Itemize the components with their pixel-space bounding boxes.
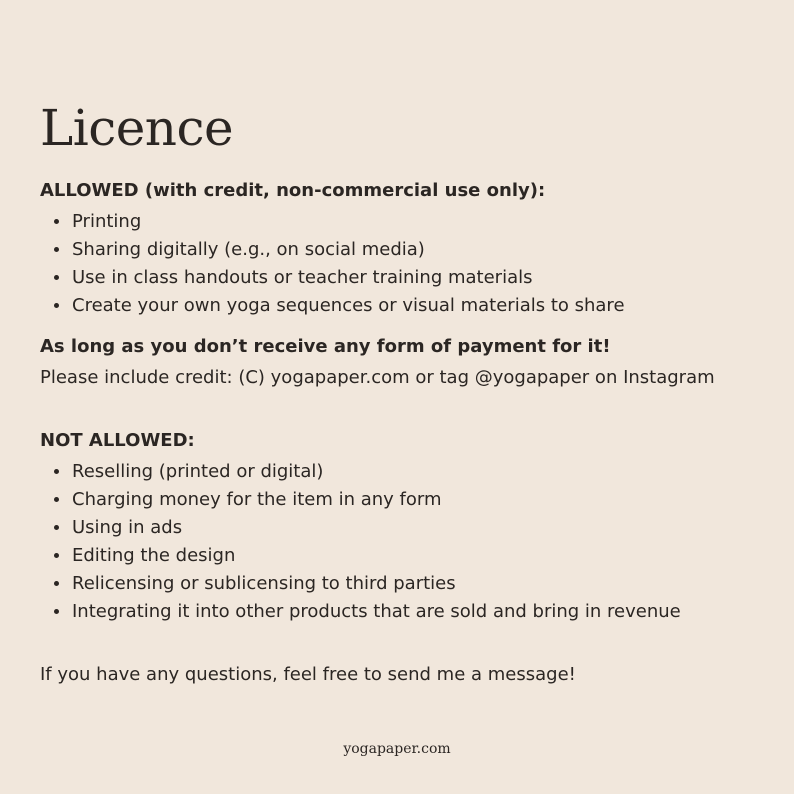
credit-note: Please include credit: (C) yogapaper.com or tag @yogapaper on Instagram — [40, 367, 715, 388]
list-item — [40, 236, 625, 264]
list-item — [40, 514, 681, 542]
list-item — [40, 598, 681, 626]
list-item-text: Create your own yoga sequences or visual materials to share — [72, 295, 625, 316]
bullet-icon — [54, 609, 59, 614]
list-item-text: Sharing digitally (e.g., on social media) — [72, 239, 425, 260]
bullet-icon — [54, 497, 59, 502]
list-item — [40, 292, 625, 320]
contact-text: If you have any questions, feel free to send me a message! — [40, 664, 576, 685]
licence-page — [40, 0, 760, 794]
condition-text: As long as you don’t receive any form of payment for it! — [40, 336, 611, 357]
bullet-icon — [54, 303, 59, 308]
allowed-list — [40, 208, 625, 320]
list-item — [40, 542, 681, 570]
list-item-text: Using in ads — [72, 517, 183, 538]
list-item — [40, 570, 681, 598]
not-allowed-list — [40, 458, 681, 626]
list-item — [40, 458, 681, 486]
list-item-text: Use in class handouts or teacher training materials — [72, 267, 533, 288]
list-item-text: Printing — [72, 211, 142, 232]
bullet-icon — [54, 247, 59, 252]
bullet-icon — [54, 469, 59, 474]
list-item-text: Integrating it into other products that are sold and bring in revenue — [72, 601, 681, 622]
list-item-text: Editing the design — [72, 545, 236, 566]
page-title: Licence — [40, 99, 234, 157]
list-item-text: Reselling (printed or digital) — [72, 461, 324, 482]
not-allowed-heading: NOT ALLOWED: — [40, 430, 195, 451]
list-item-text: Relicensing or sublicensing to third parties — [72, 573, 456, 594]
footer-website: yogapaper.com — [343, 741, 451, 757]
list-item — [40, 264, 625, 292]
bullet-icon — [54, 553, 59, 558]
bullet-icon — [54, 275, 59, 280]
list-item-text: Charging money for the item in any form — [72, 489, 442, 510]
list-item — [40, 208, 625, 236]
list-item — [40, 486, 681, 514]
bullet-icon — [54, 525, 59, 530]
bullet-icon — [54, 581, 59, 586]
allowed-heading: ALLOWED (with credit, non-commercial use only): — [40, 180, 546, 201]
bullet-icon — [54, 219, 59, 224]
